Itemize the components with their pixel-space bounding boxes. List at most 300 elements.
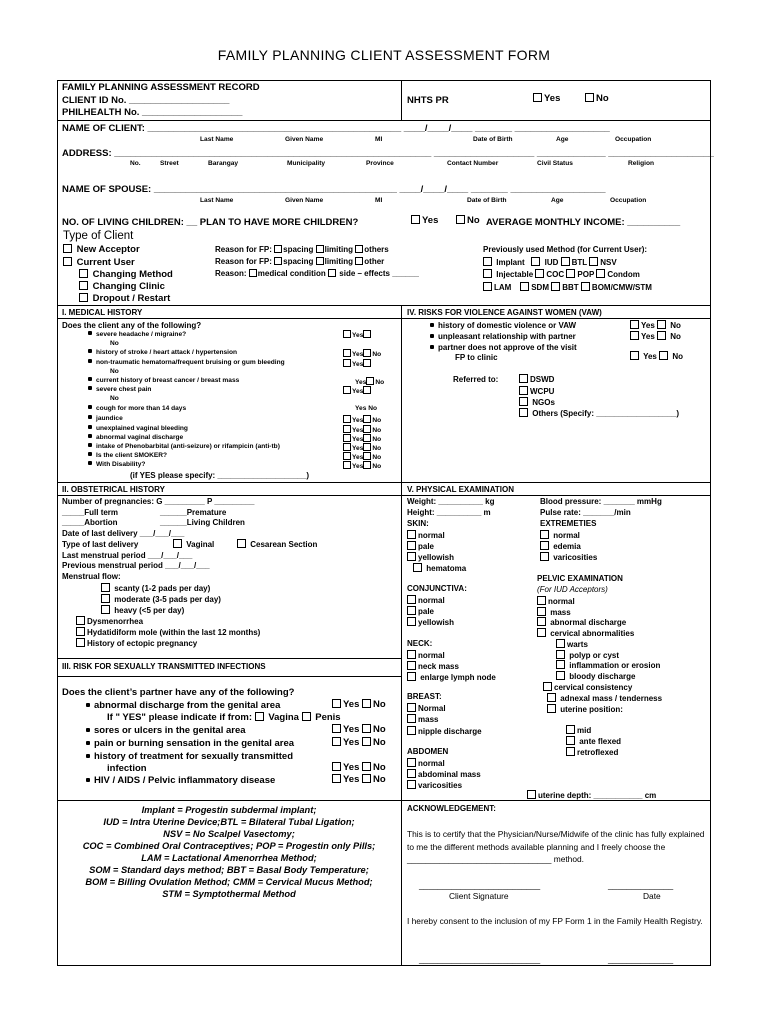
- medical-item: severe headache / migraine?: [88, 331, 186, 338]
- checkbox[interactable]: [355, 245, 363, 253]
- sti-item: infection: [107, 763, 147, 774]
- checkbox[interactable]: [332, 762, 341, 771]
- checkbox[interactable]: [411, 215, 420, 224]
- divider: [57, 305, 711, 306]
- date-label: Date: [643, 891, 661, 901]
- checkbox[interactable]: [407, 714, 416, 723]
- pmp-field[interactable]: Previous menstrual period ___/___/___: [62, 561, 210, 570]
- checkbox[interactable]: [332, 774, 341, 783]
- physical-heading: V. PHYSICAL EXAMINATION: [407, 485, 514, 494]
- medical-item: No: [110, 340, 119, 347]
- checkbox[interactable]: [483, 269, 492, 278]
- breast-option[interactable]: Normal: [407, 703, 446, 713]
- checkbox[interactable]: [407, 552, 416, 561]
- pelvic-option[interactable]: normal: [537, 596, 575, 606]
- checkbox[interactable]: [363, 425, 371, 433]
- pelvic-option[interactable]: mid: [566, 725, 591, 735]
- divider: [57, 800, 711, 801]
- sti-yes-no[interactable]: Yes No: [332, 762, 386, 773]
- bp-field[interactable]: Blood pressure: _______ mmHg: [540, 497, 662, 506]
- neck-option[interactable]: neck mass: [407, 661, 459, 671]
- yes-no[interactable]: Yes No: [343, 452, 381, 461]
- checkbox[interactable]: [343, 425, 351, 433]
- yes-no[interactable]: Yes No: [343, 434, 381, 443]
- moderate-option[interactable]: moderate (3-5 pads per day): [101, 594, 221, 604]
- checkbox[interactable]: [362, 699, 371, 708]
- signature-line[interactable]: __________________________: [419, 880, 541, 890]
- checkbox[interactable]: [274, 245, 282, 253]
- sub-label: Last Name: [200, 136, 234, 143]
- sub-label: No.: [130, 160, 141, 167]
- plan-no-option[interactable]: No: [456, 215, 480, 226]
- pelvic-option[interactable]: polyp or cyst: [556, 650, 619, 660]
- client-type-heading: Type of Client: [63, 230, 134, 242]
- weight-field[interactable]: Weight: __________ kg: [407, 497, 495, 506]
- medical-item: current history of breast cancer / breast mass: [88, 377, 239, 384]
- cesarean-option[interactable]: Cesarean Section: [237, 539, 317, 549]
- pelvic-option[interactable]: bloody discharge: [556, 671, 635, 681]
- checkbox[interactable]: [363, 359, 371, 367]
- checkbox[interactable]: [343, 386, 351, 394]
- neck-label: NECK:: [407, 639, 433, 648]
- checkbox[interactable]: [531, 257, 540, 266]
- checkbox[interactable]: [581, 282, 590, 291]
- checkbox[interactable]: [366, 377, 374, 385]
- medical-item: No: [110, 368, 119, 375]
- checkbox[interactable]: [63, 257, 72, 266]
- sti-yes-no[interactable]: Yes No: [332, 774, 386, 785]
- height-field[interactable]: Height: __________ m: [407, 508, 491, 517]
- pelvic-option[interactable]: adnexal mass / tenderness: [547, 693, 662, 703]
- checkbox[interactable]: [566, 725, 575, 734]
- checkbox[interactable]: [537, 607, 546, 616]
- yes-no[interactable]: Yes No: [343, 349, 381, 358]
- previous-method-title: Previously used Method (for Current User):: [483, 245, 648, 254]
- uterine-depth-field[interactable]: uterine depth: ___________ cm: [527, 790, 656, 800]
- referral-dswd[interactable]: DSWD: [519, 374, 554, 384]
- philhealth-field[interactable]: PHILHEALTH No. ___________________: [62, 107, 243, 118]
- pelvic-option[interactable]: retroflexed: [566, 747, 618, 757]
- checkbox[interactable]: [316, 257, 324, 265]
- checkbox[interactable]: [407, 703, 416, 712]
- medical-item: abnormal vaginal discharge: [88, 434, 183, 441]
- checkbox[interactable]: [332, 699, 341, 708]
- abdomen-option[interactable]: abdominal mass: [407, 769, 481, 779]
- checkbox[interactable]: [547, 693, 556, 702]
- vaw-item: partner does not approve of the visit: [430, 343, 577, 352]
- yes-no[interactable]: Yes No: [343, 443, 381, 452]
- nhts-yes-option[interactable]: Yes: [533, 93, 560, 104]
- skin-option[interactable]: hematoma: [413, 563, 466, 573]
- checkbox[interactable]: [407, 780, 416, 789]
- sub-label: Civil Status: [537, 160, 573, 167]
- skin-option[interactable]: yellowish: [407, 552, 454, 562]
- legend-line: BOM = Billing Ovulation Method; CMM = Cervical Mucus Method;: [85, 877, 373, 887]
- abortion-field[interactable]: _____Abortion: [62, 518, 118, 527]
- income-field[interactable]: AVERAGE MONTHLY INCOME: __________: [486, 217, 681, 228]
- vaginal-option[interactable]: Vaginal: [173, 539, 214, 549]
- checkbox[interactable]: [343, 415, 351, 423]
- checkbox[interactable]: [407, 595, 416, 604]
- divider: [57, 676, 401, 677]
- pelvic-option[interactable]: abnormal discharge: [537, 617, 626, 627]
- sub-label: Occupation: [615, 136, 652, 143]
- checkbox[interactable]: [407, 726, 416, 735]
- vaw-heading: IV. RISKS FOR VIOLENCE AGAINST WOMEN (VAW): [407, 308, 602, 317]
- sti-item: history of treatment for sexually transmitted: [86, 751, 293, 762]
- checkbox[interactable]: [566, 747, 575, 756]
- yes-no[interactable]: Yes No: [343, 415, 381, 424]
- referral-wcpu[interactable]: WCPU: [519, 386, 554, 396]
- lmp-field[interactable]: Last menstrual period ___/___/___: [62, 551, 193, 560]
- changing-clinic-option[interactable]: Changing Clinic: [79, 281, 165, 292]
- checkbox[interactable]: [566, 736, 575, 745]
- checkbox[interactable]: [585, 93, 594, 102]
- vaw-yes-no[interactable]: Yes No: [630, 351, 683, 361]
- legend-line: NSV = No Scalpel Vasectomy;: [163, 829, 295, 839]
- yes-no[interactable]: Yes: [343, 330, 372, 339]
- sti-yes-no[interactable]: Yes No: [332, 737, 386, 748]
- checkbox[interactable]: [407, 541, 416, 550]
- obstetrical-heading: II. OBSTETRICAL HISTORY: [62, 485, 165, 494]
- divider: [401, 305, 402, 966]
- checkbox[interactable]: [556, 671, 565, 680]
- living-children-field[interactable]: ______Living Children: [160, 518, 245, 527]
- checkbox[interactable]: [332, 737, 341, 746]
- medical-item: Is the client SMOKER?: [88, 452, 167, 459]
- medical-item: non-traumatic hematorna/frequent bruising or gum bleeding: [88, 359, 285, 366]
- checkbox[interactable]: [407, 650, 416, 659]
- checkbox[interactable]: [79, 293, 88, 302]
- yes-no[interactable]: Yes No: [355, 405, 378, 412]
- sub-label: Date of Birth: [467, 197, 507, 204]
- checkbox[interactable]: [407, 661, 416, 670]
- divider: [57, 482, 711, 483]
- date-line-2[interactable]: ______________: [608, 954, 674, 964]
- checkbox[interactable]: [657, 331, 666, 340]
- pelvic-option[interactable]: mass: [537, 607, 571, 617]
- pregnancies-field[interactable]: Number of pregnancies: G _________ P _________: [62, 497, 255, 506]
- nhts-label: NHTS PR: [407, 95, 449, 106]
- current-user-option[interactable]: Current User: [63, 257, 135, 268]
- pelvic-option[interactable]: inflammation or erosion: [556, 660, 660, 670]
- checkbox[interactable]: [537, 628, 546, 637]
- extremities-option[interactable]: edemia: [540, 541, 581, 551]
- extremities-option[interactable]: varicosities: [540, 552, 597, 562]
- neck-option[interactable]: enlarge lymph node: [407, 672, 496, 682]
- checkbox[interactable]: [630, 320, 639, 329]
- pulse-field[interactable]: Pulse rate: _______/min: [540, 508, 631, 517]
- prev-method-row-1: Implant IUD BTL NSV: [483, 257, 617, 267]
- checkbox[interactable]: [255, 712, 264, 721]
- checkbox[interactable]: [362, 724, 371, 733]
- pelvic-option[interactable]: ante flexed: [566, 736, 621, 746]
- scanty-option[interactable]: scanty (1-2 pads per day): [101, 583, 210, 593]
- method-legend: [58, 804, 400, 900]
- checkbox[interactable]: [363, 415, 371, 423]
- legend-line: COC = Combined Oral Contraceptives; POP = Progestin only Pills;: [82, 841, 376, 851]
- checkbox[interactable]: [407, 769, 416, 778]
- checkbox[interactable]: [537, 596, 546, 605]
- abdomen-option[interactable]: varicosities: [407, 780, 462, 790]
- checkbox[interactable]: [76, 638, 85, 647]
- divider: [57, 495, 711, 496]
- sub-label: Religion: [628, 160, 655, 167]
- ectopic-option[interactable]: History of ectopic pregnancy: [76, 638, 197, 648]
- checkbox[interactable]: [407, 530, 416, 539]
- checkbox[interactable]: [537, 617, 546, 626]
- checkbox[interactable]: [363, 443, 371, 451]
- yes-no[interactable]: Yes: [343, 359, 372, 368]
- checkbox[interactable]: [519, 397, 528, 406]
- checkbox[interactable]: [519, 386, 528, 395]
- heavy-option[interactable]: heavy (<5 per day): [101, 605, 184, 615]
- pelvic-option[interactable]: cervical consistency: [543, 682, 632, 692]
- nhts-no-option[interactable]: No: [585, 93, 609, 104]
- yes-no[interactable]: Yes No: [343, 425, 381, 434]
- legend-line: STM = Symptothermal Method: [162, 889, 296, 899]
- checkbox[interactable]: [561, 257, 570, 266]
- checkbox[interactable]: [249, 269, 257, 277]
- conjunctiva-option[interactable]: normal: [407, 595, 445, 605]
- dysmenorrhea-option[interactable]: Dysmenorrhea: [76, 616, 143, 626]
- pelvic-label: PELVIC EXAMINATION: [537, 574, 623, 583]
- checkbox[interactable]: [483, 282, 492, 291]
- legend-line: SOM = Standard days method; BBT = Basal Body Temperature;: [89, 865, 369, 875]
- checkbox[interactable]: [328, 269, 336, 277]
- checkbox[interactable]: [79, 281, 88, 290]
- checkbox[interactable]: [407, 758, 416, 767]
- sub-label: MI: [375, 136, 383, 143]
- vaw-item: history of domestic violence or VAW: [430, 321, 576, 330]
- checkbox[interactable]: [630, 331, 639, 340]
- yes-no[interactable]: Yes: [343, 386, 372, 395]
- checkbox[interactable]: [543, 682, 552, 691]
- client-name-field[interactable]: NAME OF CLIENT: ________________________________________________ ____/____/____ _______ __________________: [62, 123, 610, 134]
- spouse-name-field[interactable]: NAME OF SPOUSE: ______________________________________________ ____/____/____ _______ __________________: [62, 184, 606, 195]
- neck-option[interactable]: normal: [407, 650, 445, 660]
- checkbox[interactable]: [556, 650, 565, 659]
- referral-others[interactable]: Others (Specify: __________________): [519, 408, 679, 418]
- medical-heading: I. MEDICAL HISTORY: [62, 308, 143, 317]
- hydatidiform-option[interactable]: Hydatidiform mole (within the last 12 months): [76, 627, 260, 637]
- medical-item: unexplained vaginal bleeding: [88, 425, 188, 432]
- fullterm-field[interactable]: _____Full term: [62, 508, 119, 517]
- skin-option[interactable]: pale: [407, 541, 434, 551]
- ack-heading: ACKNOWLEDGEMENT:: [407, 804, 496, 813]
- checkbox[interactable]: [630, 351, 639, 360]
- disability-specify-field[interactable]: (if YES please specify: ____________________): [130, 471, 310, 480]
- conjunctiva-label: CONJUNCTIVA:: [407, 584, 467, 593]
- checkbox[interactable]: [363, 452, 371, 460]
- sti-item: sores or ulcers in the genital area: [86, 725, 246, 736]
- divider: [401, 80, 402, 120]
- pelvic-option[interactable]: uterine position:: [547, 704, 623, 714]
- checkbox[interactable]: [332, 724, 341, 733]
- checkbox[interactable]: [363, 386, 371, 394]
- checkbox[interactable]: [343, 443, 351, 451]
- legend-line: IUD = Intra Uterine Device;BTL = Bilateral Tubal Ligation;: [103, 817, 355, 827]
- skin-option[interactable]: normal: [407, 530, 445, 540]
- sub-label: Street: [160, 160, 179, 167]
- reason-row-new: Reason for FP: spacing limiting others: [215, 245, 389, 254]
- checkbox[interactable]: [659, 351, 668, 360]
- checkbox[interactable]: [540, 552, 549, 561]
- checkbox[interactable]: [657, 320, 666, 329]
- pelvic-option[interactable]: cervical abnormalities: [537, 628, 634, 638]
- checkbox[interactable]: [237, 539, 246, 548]
- checkbox[interactable]: [173, 539, 182, 548]
- checkbox[interactable]: [533, 93, 542, 102]
- checkbox[interactable]: [362, 737, 371, 746]
- sub-label: MI: [375, 197, 383, 204]
- checkbox[interactable]: [76, 627, 85, 636]
- sti-yes-no[interactable]: Yes No: [332, 724, 386, 735]
- checkbox[interactable]: [76, 616, 85, 625]
- type-delivery-label: Type of last delivery: [62, 540, 139, 549]
- checkbox[interactable]: [540, 530, 549, 539]
- checkbox[interactable]: [566, 269, 575, 278]
- signature-label: Client Signature: [449, 891, 509, 901]
- yes-no[interactable]: Yes No: [355, 379, 385, 386]
- checkbox[interactable]: [316, 245, 324, 253]
- sti-indicate: If " YES" please indicate if from: Vagina Penis: [107, 712, 341, 723]
- sub-label: Municipality: [287, 160, 326, 167]
- prev-method-row-2: Injectable COC POP Condom: [483, 269, 640, 279]
- extremities-option[interactable]: normal: [540, 530, 580, 540]
- divider: [57, 318, 711, 319]
- checkbox[interactable]: [556, 639, 565, 648]
- checkbox[interactable]: [540, 541, 549, 550]
- conjunctiva-option[interactable]: yellowish: [407, 617, 454, 627]
- checkbox[interactable]: [63, 244, 72, 253]
- changing-method-option[interactable]: Changing Method: [79, 269, 173, 280]
- checkbox[interactable]: [355, 257, 363, 265]
- sti-question: Does the client’s partner have any of the following?: [62, 687, 295, 698]
- checkbox[interactable]: [362, 774, 371, 783]
- checkbox[interactable]: [483, 257, 492, 266]
- legend-line: Implant = Progestin subdermal implant;: [141, 805, 317, 815]
- medical-item: No: [110, 395, 119, 402]
- breast-option[interactable]: nipple discharge: [407, 726, 482, 736]
- new-acceptor-option[interactable]: New Acceptor: [63, 244, 140, 255]
- medical-item: jaundice: [88, 415, 123, 422]
- checkbox[interactable]: [302, 712, 311, 721]
- checkbox[interactable]: [79, 269, 88, 278]
- vaw-yes-no[interactable]: Yes No: [630, 331, 681, 341]
- checkbox[interactable]: [101, 583, 110, 592]
- checkbox[interactable]: [343, 330, 351, 338]
- prev-method-row-3: LAM SDM BBT BOM/CMW/STM: [483, 282, 652, 292]
- checkbox[interactable]: [407, 672, 416, 681]
- consent-text: I hereby consent to the inclusion of my FP Form 1 in the Family Health Registry.: [407, 916, 703, 926]
- conjunctiva-option[interactable]: pale: [407, 606, 434, 616]
- checkbox[interactable]: [413, 563, 422, 572]
- sub-label: Given Name: [285, 136, 324, 143]
- checkbox[interactable]: [363, 434, 371, 442]
- legend-line: LAM = Lactational Amenorrhea Method;: [141, 853, 317, 863]
- checkbox[interactable]: [343, 349, 351, 357]
- checkbox[interactable]: [363, 461, 371, 469]
- checkbox[interactable]: [343, 359, 351, 367]
- signature-line-2[interactable]: __________________________: [419, 954, 541, 964]
- last-delivery-field[interactable]: Date of last delivery ___/___/___: [62, 529, 185, 538]
- living-children-field[interactable]: NO. OF LIVING CHILDREN: __ PLAN TO HAVE MORE CHILDREN?: [62, 217, 359, 228]
- record-title: FAMILY PLANNING ASSESSMENT RECORD: [62, 82, 260, 93]
- referral-ngos[interactable]: NGOs: [519, 397, 555, 407]
- checkbox[interactable]: [274, 257, 282, 265]
- medical-item: With Disability?: [88, 461, 145, 468]
- flow-label: Menstrual flow:: [62, 572, 121, 581]
- checkbox[interactable]: [519, 408, 528, 417]
- checkbox[interactable]: [556, 660, 565, 669]
- checkbox[interactable]: [456, 215, 465, 224]
- vaw-yes-no[interactable]: Yes No: [630, 320, 681, 330]
- premature-field[interactable]: ______Premature: [160, 508, 227, 517]
- client-id-field[interactable]: CLIENT ID No. ___________________: [62, 95, 230, 106]
- checkbox[interactable]: [596, 269, 605, 278]
- checkbox[interactable]: [551, 282, 560, 291]
- checkbox[interactable]: [363, 349, 371, 357]
- checkbox[interactable]: [343, 434, 351, 442]
- checkbox[interactable]: [527, 790, 536, 799]
- checkbox[interactable]: [362, 762, 371, 771]
- sti-yes-no[interactable]: Yes No: [332, 699, 386, 710]
- checkbox[interactable]: [343, 461, 351, 469]
- checkbox[interactable]: [407, 617, 416, 626]
- sti-heading: III. RISK FOR SEXUALLY TRANSMITTED INFECTIONS: [62, 662, 266, 671]
- abdomen-option[interactable]: normal: [407, 758, 445, 768]
- checkbox[interactable]: [407, 606, 416, 615]
- checkbox[interactable]: [343, 452, 351, 460]
- skin-label: SKIN:: [407, 519, 429, 528]
- date-line[interactable]: ______________: [608, 880, 674, 890]
- divider: [57, 120, 711, 121]
- checkbox[interactable]: [520, 282, 529, 291]
- checkbox[interactable]: [589, 257, 598, 266]
- medical-item: cough for more than 14 days: [88, 405, 186, 412]
- sub-label: Last Name: [200, 197, 234, 204]
- checkbox[interactable]: [101, 594, 110, 603]
- plan-yes-option[interactable]: Yes: [411, 215, 438, 226]
- sub-label: Occupation: [610, 197, 647, 204]
- checkbox[interactable]: [363, 330, 371, 338]
- checkbox[interactable]: [535, 269, 544, 278]
- sub-label: Contact Number: [447, 160, 499, 167]
- sti-item: abnormal discharge from the genital area: [86, 700, 280, 711]
- medical-item: intake of Phenobarbital (anti-seizure) or rifampicin (anti-tb): [88, 443, 280, 450]
- address-field[interactable]: ADDRESS: ____________________________________________________________ ___________________ _____________ ____________________: [62, 148, 714, 159]
- vaw-item: unpleasant relationship with partner: [430, 332, 576, 341]
- extremities-label: EXTREMETIES: [540, 519, 597, 528]
- dropout-option[interactable]: Dropout / Restart: [79, 293, 170, 304]
- checkbox[interactable]: [519, 374, 528, 383]
- sti-item: pain or burning sensation in the genital area: [86, 738, 294, 749]
- yes-no[interactable]: Yes No: [343, 461, 381, 470]
- sub-label: Age: [551, 197, 564, 204]
- checkbox[interactable]: [547, 704, 556, 713]
- pelvic-sub: (For IUD Acceptors): [537, 585, 608, 594]
- referred-label: Referred to:: [453, 375, 499, 384]
- sti-item: HIV / AIDS / Pelvic inflammatory disease: [86, 775, 275, 786]
- pelvic-option[interactable]: warts: [556, 639, 588, 649]
- breast-option[interactable]: mass: [407, 714, 438, 724]
- divider: [57, 658, 401, 659]
- checkbox[interactable]: [101, 605, 110, 614]
- medical-question: Does the client any of the following?: [62, 321, 202, 330]
- sub-label: Age: [556, 136, 569, 143]
- medical-item: history of stroke / heart attack / hypertension: [88, 349, 237, 356]
